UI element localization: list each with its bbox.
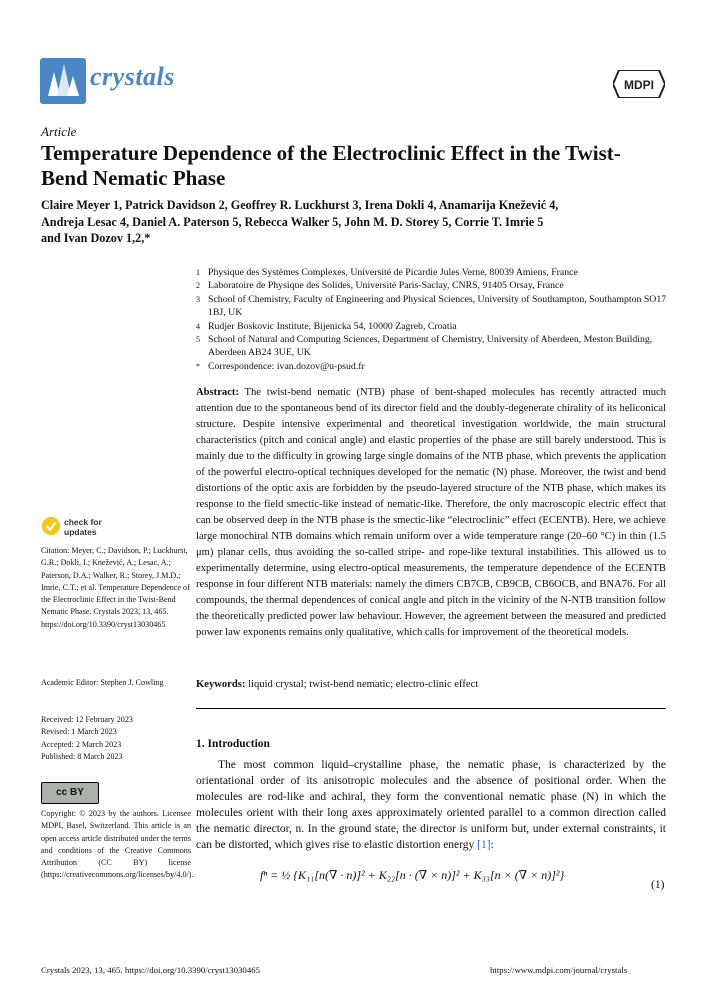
abstract-label: Abstract:: [196, 387, 239, 398]
affiliation-text: Physique des Systèmes Complexes, Université de Picardie Jules Verne, 80039 Amiens, France: [208, 267, 578, 278]
introduction-text: The most common liquid–crystalline phase, the nematic phase, is characterized by the orientational order of its anisotropic molecules and the absence of positional order. When the molecules are rod-like and achiral, they form the conventional nematic phase (N) in which the molecules orient with their long axes approximately oriented parallel to a common direction called the nematic director, n. In the ground state, the director is uniform but, under external constraints, it can be distorted, which gives rise to elastic distortion energy: [196, 759, 666, 851]
affiliation-mark: 3: [196, 294, 200, 304]
affiliation-text: School of Chemistry, Faculty of Engineering and Physical Sciences, University of Southampton, Southampton SO17 1BJ, UK: [208, 293, 667, 319]
affiliation-mark: 4: [196, 321, 200, 331]
affiliation-item: [196, 360, 676, 373]
date-item: Revised: 1 March 2023: [41, 727, 117, 737]
affiliation-text: Laboratoire de Physique des Solides, Université Paris-Saclay, CNRS, 91405 Orsay, France: [208, 280, 564, 292]
mdpi-logo-icon[interactable]: [613, 70, 665, 98]
date-item: Accepted: 2 March 2023: [41, 739, 122, 749]
crystals-logo-icon: [40, 58, 86, 104]
affiliation-item: [196, 279, 676, 292]
date-item: Published: 8 March 2023: [41, 751, 123, 761]
footer-citation[interactable]: Crystals 2023, 13, 465. https://doi.org/10.3390/cryst13030465: [41, 965, 261, 975]
author-list: [41, 197, 671, 247]
article-type: Article: [41, 124, 77, 139]
check-for-updates-icon[interactable]: [41, 516, 61, 536]
mdpi-logo-text: MDPI: [624, 78, 654, 92]
date-item: Received: 12 February 2023: [41, 715, 133, 724]
academic-editor: Academic Editor: Stephen J. Cowling: [41, 678, 164, 687]
reference-link[interactable]: [1]: [477, 839, 491, 851]
author-line-2[interactable]: Andreja Lesac 4, Daniel A. Paterson 5, Rebecca Walker 5, John M. D. Storey 5, Corrie T. Imrie 5: [41, 214, 544, 229]
author-line-3[interactable]: and Ivan Dozov 1,2,*: [41, 231, 151, 245]
affiliation-text: School of Natural and Computing Sciences, Department of Chemistry, University of Aberdeen, Meston Building, Aberdeen AB24 3UE, UK: [208, 334, 653, 359]
affiliation-mark: *: [196, 361, 200, 371]
paper-title: Temperature Dependence of the Electroclinic Effect in the Twist-Bend Nematic Phase: [41, 141, 621, 190]
affiliation-item: [196, 293, 676, 320]
copyright-notice: Copyright: © 2023 by the authors. Licensee MDPI, Basel, Switzerland. This article is an open access article distributed under the terms and conditions of the Creative Commons Attribution (CC BY) license (https://creativecommons.org/licenses/by/4.0/).: [41, 809, 194, 880]
abstract: [196, 385, 666, 641]
affiliation-mark: 5: [196, 335, 200, 345]
affiliation-mark: 2: [196, 281, 200, 291]
abstract-text: The twist-bend nematic (NTB) phase of bent-shaped molecules has recently attracted much attention due to the spontaneous bend of its director field and the doubly-degenerate chirality of its heliconical structure. Despite intensive experimental and theoretical investigation worldwide, the main structural characteristics (pitch and conical angle) and elastic properties of the phase are still barely understood. This is mainly due to the difficulty in growing large single domains of the NTB phase, which prevents the application of the powerful electro-optical techniques developed for the nematic (N) phase. Moreover, the twist and bend distortions of the optic axis are forbidden by the pseudo-layered structure of the NTB phase, which makes its response to the field smectic-like instead of nematic-like. Therefore, the only macroscopic electric effect that can be observed deep in the NTB phase is the smectic-like “electroclinic” effect (ECENTB). Here, we achieve large monochiral NTB domains which remain uniform over a wide temperature range (20–60 °C) in thin (1.5 μm) planar cells, thus avoiding the so-called stripe- and rope-like textural instabilities. This allowed us to experimentally determine, using electro-optical measurements, the temperature dependence of the ECENTB response in four different NTB materials: namely the dimers CB7CB, CB9CB, CB6OCB, and BNA76. For all compounds, the thermal dependences of conical angle and pitch in the vicinity of the N-NTB transition follow the theoretically predicted power law behaviour. However, the agreement between the measured and predicted power law exponents remains only qualitative, which calls for improvement of the theoretical models.: [196, 387, 666, 638]
affiliation-text: Rudjer Boskovic Institute, Bijenicka 54, 10000 Zagreb, Croatia: [208, 320, 457, 332]
publication-dates: [41, 714, 191, 763]
equation-number: (1): [651, 879, 665, 891]
affiliation-text: Correspondence: ivan.dozov@u-psud.fr: [208, 360, 365, 372]
introduction-paragraph: The most common liquid–crystalline phase, the nematic phase, is characterized by the orientational order of its anisotropic molecules and the absence of positional order. When the molecules are rod-like and achiral, they form the conventional nematic phase (N) in which the molecules orient with their long axes approximately oriented parallel to a common direction called the nematic director, n. In the ground state, the director is uniform but, under external constraints, it can be distorted, which gives rise to elastic distortion energy [1]:: [196, 759, 666, 851]
keywords-label: Keywords:: [196, 679, 246, 690]
footer-journal-url[interactable]: https://www.mdpi.com/journal/crystals: [490, 965, 628, 975]
divider: [196, 708, 666, 709]
author-line-1[interactable]: Claire Meyer 1, Patrick Davidson 2, Geoffrey R. Luckhurst 3, Irena Dokli 4, Anamarija Knežević 4,: [41, 198, 559, 212]
section-heading-introduction: 1. Introduction: [196, 738, 270, 750]
affiliation-mark: 1: [196, 268, 200, 277]
cc-by-license-icon[interactable]: cc BY: [41, 782, 99, 804]
journal-name[interactable]: crystals: [90, 62, 175, 91]
keywords: [196, 679, 666, 690]
check-for-updates-label[interactable]: check for updates: [64, 517, 102, 537]
keywords-text: liquid crystal; twist-bend nematic; electro-clinic effect: [248, 679, 479, 690]
affiliation-list: [196, 266, 676, 373]
affiliation-item: [196, 333, 676, 360]
affiliation-item: [196, 320, 676, 333]
equation-1: fⁿ = ½ {K₁₁[n(∇ · n)]² + K₂₂[n · (∇ × n)]² + K₃₃[n × (∇ × n)]²}: [260, 868, 565, 882]
citation-block: Citation: Meyer, C.; Davidson, P.; Luckhurst, G.R.; Dokli, I.; Knežević, A.; Lesac, A.; Paterson, D.A.; Walker, R.; Storey, J.M.D.; Imrie, C.T.; et al. Temperature Dependence of the Electroclinic Effect in the Twist-Bend Nematic Phase. Crystals 2023, 13, 465. https://doi.org/10.3390/cryst13030465: [41, 546, 190, 629]
affiliation-item: [196, 266, 676, 279]
